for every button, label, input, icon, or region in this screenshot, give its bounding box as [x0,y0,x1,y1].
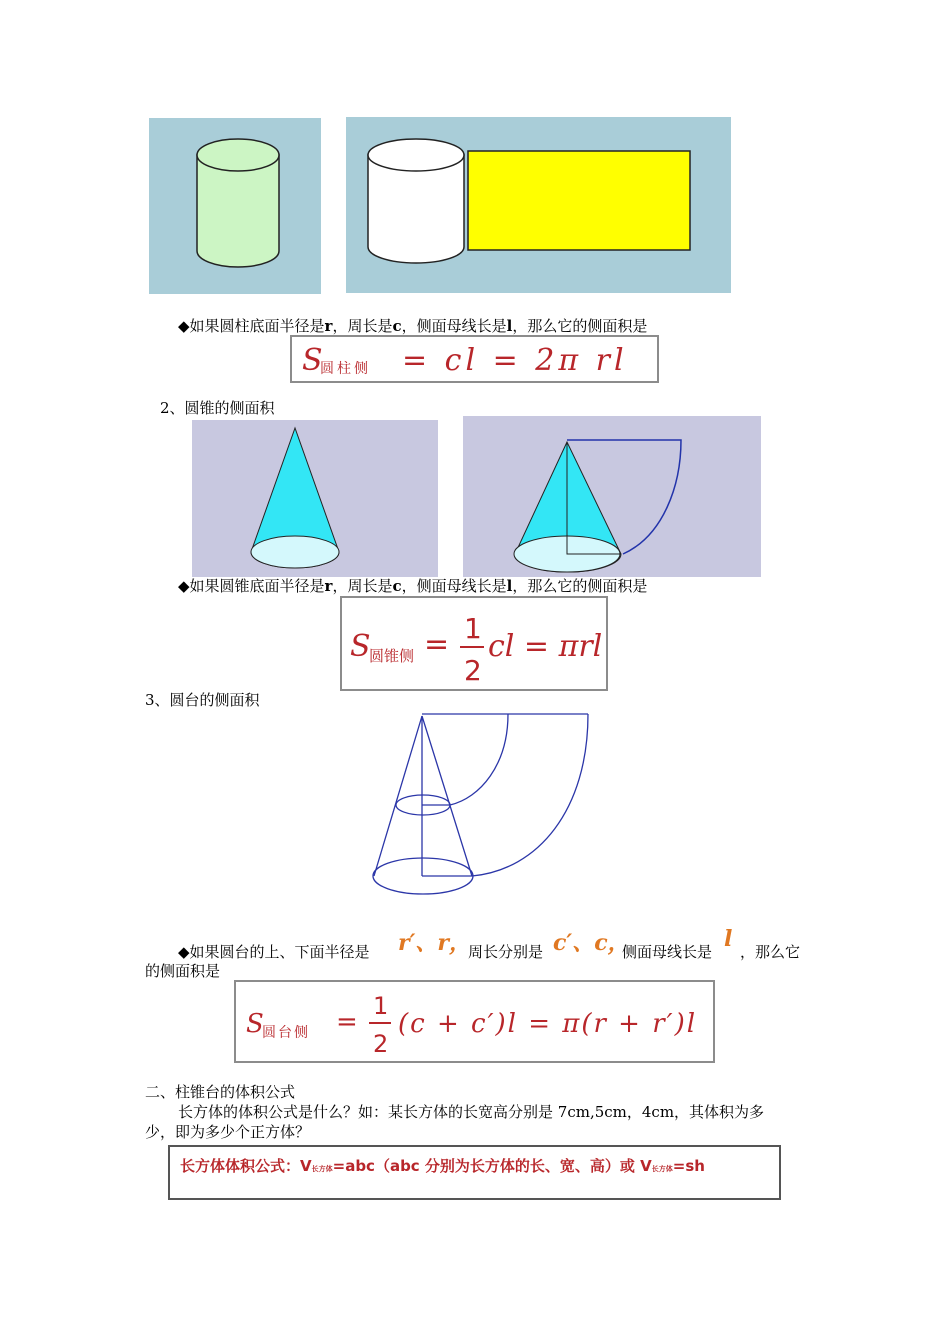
frustum-var-l: l [724,926,733,952]
formula-sub: 圆柱侧 [320,361,371,377]
cone-figure [192,420,438,577]
frustum-figure [368,710,592,900]
cone-formula-box [340,596,608,691]
frustum-sentence-tail: ，那么它 [740,943,801,961]
frustum-sentence-mid1: 周长分别是 [468,943,544,961]
var-l: l [506,577,513,595]
cone-unrolled-figure [463,416,761,577]
formula-eq: = [424,627,450,662]
formula-den: 2 [464,654,482,687]
cone-lateral-area-sentence [178,576,647,596]
cuboid-formula-mid: =abc（abc 分别为长方体的长、宽、高）或 V [332,1157,652,1175]
formula-rhs: (c + c′)l = π(r + r′)l [398,1009,698,1039]
cone-sentence-mid1: ，周长是 [332,577,393,595]
volume-paragraph-line1: 长方体的体积公式是什么？如：某长方体的长宽高分别是 7cm,5cm，4cm，其体积为多 [178,1103,765,1121]
cylinder-figure [149,118,321,294]
volume-paragraph-line2: 少，即为多少个正方体？ [145,1123,311,1141]
formula-den: 2 [373,1030,389,1058]
var-l: l [506,317,513,335]
formula-s: S [302,343,323,378]
formula-sub: 圆台侧 [262,1025,310,1041]
cone-sentence-mid2: ，侧面母线长是 [401,577,507,595]
cuboid-formula-sub1: 长方体 [311,1165,333,1173]
formula-rhs: = cl = 2π rl [402,343,628,378]
formula-sub: 圆锥侧 [369,647,415,665]
frustum-lateral-area-sentence [178,942,370,962]
formula-s: S [350,629,371,664]
cone-heading: 2、圆锥的侧面积 [160,399,275,417]
cylinder-unrolled-figure [346,117,731,293]
cylinder-sentence-mid2: ，侧面母线长是 [401,317,507,335]
var-c: c [392,317,402,335]
cuboid-formula-label: 长方体体积公式：V [180,1157,312,1175]
var-r: r [324,317,333,335]
cuboid-formula-sub2: 长方体 [651,1165,673,1173]
cylinder-formula-box [290,335,659,383]
formula-rhs: cl = πrl [488,629,603,664]
cone-sentence-lead: ◆如果圆锥底面半径是 [178,577,325,595]
var-c: c [392,577,402,595]
cylinder-lateral-area-sentence [178,316,647,336]
cone-sentence-tail: ，那么它的侧面积是 [512,577,648,595]
formula-num: 1 [464,612,482,645]
cylinder-sentence-lead: ◆如果圆柱底面半径是 [178,317,325,335]
frustum-circumferences: c′、c， [553,930,630,956]
cylinder-sentence-mid1: ，周长是 [332,317,393,335]
cylinder-sentence-tail: ，那么它的侧面积是 [512,317,648,335]
frustum-sentence-lead: ◆如果圆台的上、下面半径是 [178,943,370,961]
cuboid-volume-formula-box [168,1145,781,1200]
formula-num: 1 [373,992,389,1020]
frustum-sentence-mid2: 侧面母线长是 [622,943,713,961]
formula-s: S [246,1009,264,1039]
frustum-radii: r′、r， [398,930,471,956]
frustum-sentence-line2: 的侧面积是 [145,962,221,980]
cuboid-formula-end: =sh [672,1157,705,1175]
cuboid-volume-formula [180,1155,705,1176]
frustum-formula-box [234,980,715,1063]
formula-eq: = [336,1007,358,1037]
var-r: r [324,577,333,595]
volume-heading: 二、柱锥台的体积公式 [145,1083,296,1101]
frustum-heading: 3、圆台的侧面积 [145,691,260,709]
